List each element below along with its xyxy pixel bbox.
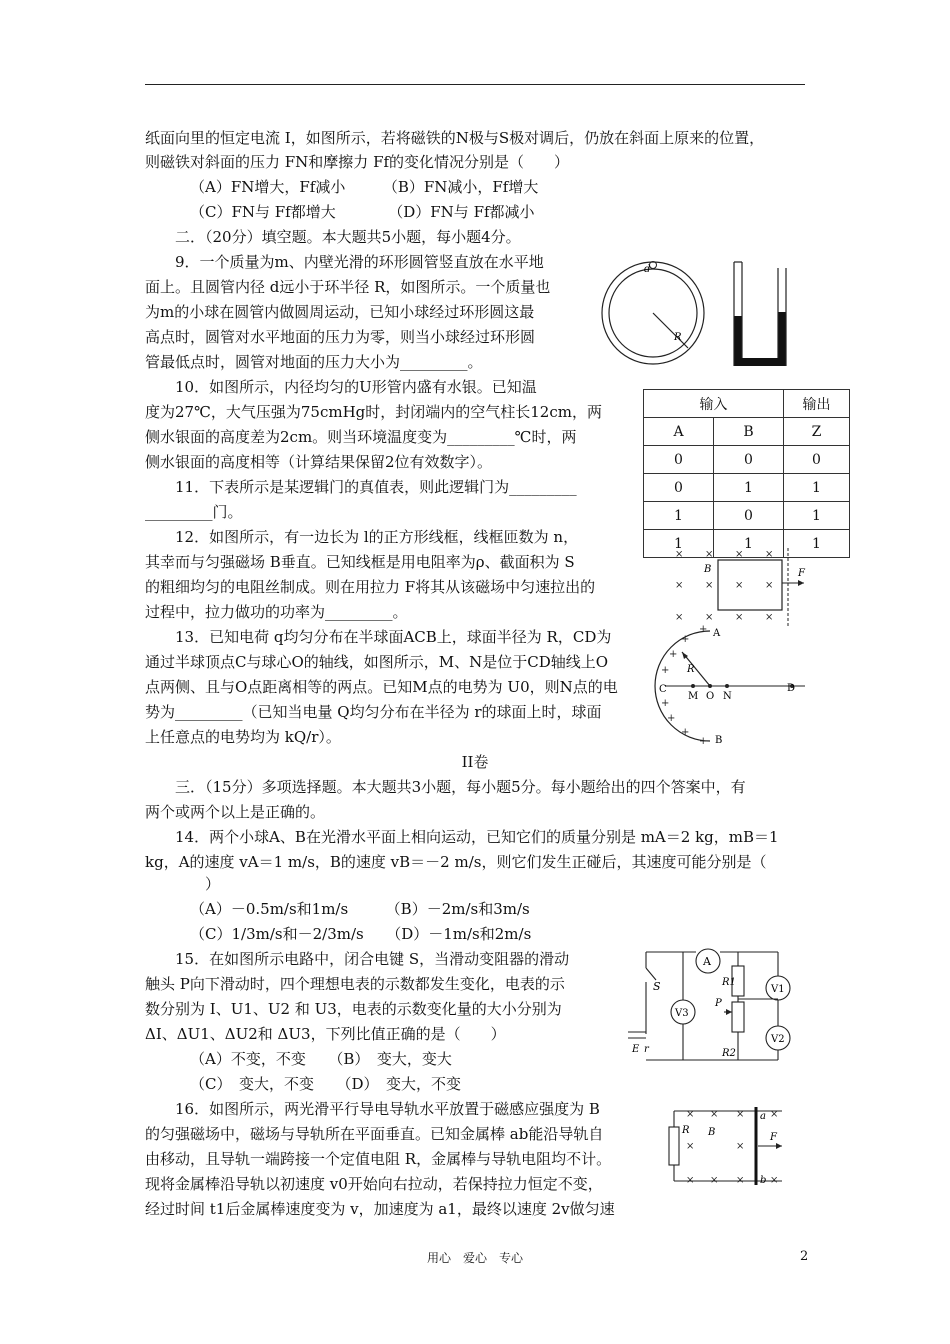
table-row [644, 474, 850, 502]
text-line: 纸面向里的恒定电流 I，如图所示，若将磁铁的N极与S极对调后，仍放在斜面上原来的位置， [145, 129, 765, 147]
circuit-label-P: P [715, 998, 722, 1009]
page-number: 2 [800, 1249, 809, 1264]
q8-options-cd: （C）FN与 Ff都增大 （D）FN与 Ff都减小 [190, 203, 535, 221]
hemi-label-O: O [706, 691, 715, 702]
svg-text:+: + [699, 736, 708, 747]
q12-text: 其幸而与匀强磁场 B垂直。已知线框是用电阻率为ρ、截面积为 S [145, 553, 575, 571]
svg-text:×: × [710, 1109, 719, 1120]
cell: 0 [714, 446, 784, 474]
text-line: 则磁铁对斜面的压力 FN和摩擦力 Ff的变化情况分别是（ ） [145, 153, 570, 171]
cell: 0 [714, 502, 784, 530]
table-row [644, 502, 850, 530]
q16-text: 经过时间 t1后金属棒速度变为 v，加速度为 a1，最终以速度 2v做匀速 [145, 1200, 615, 1218]
circuit-label-V3: V3 [675, 1008, 689, 1019]
col-B: B [714, 418, 784, 446]
col-A: A [644, 418, 714, 446]
svg-text:×: × [675, 612, 684, 623]
q10-text: 侧水银面的高度差为2cm。则当环境温度变为_________℃时，两 [145, 428, 577, 446]
q16-text: 的匀强磁场中，磁场与导轨所在平面垂直。已知金属棒 ab能沿导轨自 [145, 1125, 604, 1143]
svg-text:×: × [686, 1109, 695, 1120]
q14-text: 14．两个小球A、B在光滑水平面上相向运动，已知它们的质量分别是 mA＝2 kg，mB＝1 [175, 828, 779, 846]
circuit-label-E: E [632, 1044, 640, 1055]
svg-text:×: × [705, 612, 714, 623]
q13-text: 势为_________（已知当电量 Q均匀分布在半径为 r的球面上时，球面 [145, 703, 602, 721]
rails-label-B: B [708, 1127, 716, 1138]
q9-text: 9．一个质量为m、内壁光滑的环形圆管竖直放在水平地 [175, 253, 544, 271]
svg-text:×: × [736, 1109, 745, 1120]
svg-text:×: × [765, 612, 774, 623]
cell: 1 [714, 530, 784, 558]
cell: 1 [714, 474, 784, 502]
svg-text:×: × [770, 1175, 779, 1186]
rails-label-F: F [770, 1132, 777, 1143]
svg-text:+: + [681, 634, 690, 645]
hemi-label-N: N [723, 691, 732, 702]
svg-text:×: × [735, 549, 744, 560]
ring-label-R: R [674, 332, 682, 343]
part-2-heading: II卷 [461, 753, 489, 771]
svg-text:×: × [710, 1175, 719, 1186]
q9-text: 面上。且圆管内径 d远小于环半径 R，如图所示。一个质量也 [145, 278, 551, 296]
hemi-label-B: B [715, 735, 723, 746]
svg-text:+: + [681, 727, 690, 738]
q15-text: 15．在如图所示电路中，闭合电键 S，当滑动变阻器的滑动 [175, 950, 570, 968]
q10-text: 侧水银面的高度相等（计算结果保留2位有效数字）。 [145, 453, 493, 471]
q15-options-ab: （A）不变，不变 （B） 变大，变大 [190, 1050, 452, 1068]
rails-label-a: a [760, 1111, 766, 1122]
section-2-heading: 二．（20分）填空题。本大题共5小题，每小题4分。 [175, 228, 521, 246]
svg-text:×: × [765, 549, 774, 560]
q9-text: 高点时，圆管对水平地面的压力为零，则当小球经过环形圆 [145, 328, 536, 346]
svg-text:+: + [661, 665, 670, 676]
svg-text:×: × [705, 549, 714, 560]
q14-text: ） [205, 875, 221, 893]
circuit-label-A: A [703, 955, 711, 968]
hemi-label-D: D [787, 683, 796, 694]
cell: 1 [644, 502, 714, 530]
svg-text:+: + [661, 698, 670, 709]
ring-tube-figure [600, 260, 710, 370]
circuit-label-V2: V2 [771, 1034, 785, 1045]
hemisphere-figure [655, 625, 815, 745]
q16-text: 由移动，且导轨一端跨接一个定值电阻 R，金属棒与导轨电阻均不计。 [145, 1150, 612, 1168]
q14-text: kg，A的速度 vA＝1 m/s，B的速度 vB＝－2 m/s，则它们发生正碰后，其速度可能分别是（ [145, 853, 767, 871]
svg-text:+: + [669, 649, 678, 660]
q14-options-cd: （C）1/3m/s和－2/3m/s （D）－1m/s和2m/s [190, 925, 532, 943]
header-output: 输出 [784, 390, 850, 418]
circuit-label-r: r [644, 1044, 649, 1055]
circuit-label-R2: R2 [722, 1048, 736, 1059]
q9-text: 管最低点时，圆管对地面的压力大小为_________。 [145, 353, 483, 371]
page-footer: 用心 爱心 专心 [426, 1251, 523, 1265]
ring-label-d: d [644, 264, 651, 275]
svg-text:×: × [675, 580, 684, 591]
cell: 1 [784, 530, 850, 558]
header-rule [145, 84, 805, 85]
q15-options-cd: （C） 变大，不变 （D） 变大，不变 [190, 1075, 462, 1093]
cell: 0 [784, 446, 850, 474]
section-3-heading: 三．（15分）多项选择题。本大题共3小题，每小题5分。每小题给出的四个答案中，有 [175, 778, 746, 796]
circuit-label-S: S [653, 980, 661, 993]
hemi-label-M: M [688, 691, 699, 702]
hemi-label-A: A [713, 628, 721, 639]
coil-figure [670, 548, 820, 626]
truth-table [643, 389, 850, 558]
circuit-figure [628, 940, 806, 1070]
u-tube-figure [722, 262, 794, 372]
coil-label-F: F [798, 568, 805, 579]
circuit-label-R1: R1 [722, 977, 736, 988]
svg-text:+: + [699, 624, 708, 635]
hemi-label-C: C [659, 684, 667, 695]
q12-text: 过程中，拉力做功的功率为_________。 [145, 603, 408, 621]
section-3-heading: 两个或两个以上是正确的。 [145, 803, 326, 821]
svg-text:×: × [735, 580, 744, 591]
q12-text: 的粗细均匀的电阻丝制成。则在用拉力 F将其从该磁场中匀速拉出的 [145, 578, 596, 596]
cell: 1 [644, 530, 714, 558]
table-row [644, 446, 850, 474]
svg-text:×: × [765, 580, 774, 591]
q8-options-ab: （A）FN增大，Ff减小 （B）FN减小，Ff增大 [190, 178, 539, 196]
svg-text:×: × [735, 612, 744, 623]
q16-text: 现将金属棒沿导轨以初速度 v0开始向右拉动，若保持拉力恒定不变， [145, 1175, 603, 1193]
q13-text: 13．已知电荷 q均匀分布在半球面ACB上，球面半径为 R，CD为 [175, 628, 612, 646]
col-Z: Z [784, 418, 850, 446]
q13-text: 上任意点的电势均为 kQ/r）。 [145, 728, 341, 746]
q10-text: 10．如图所示，内径均匀的U形管内盛有水银。已知温 [175, 378, 537, 396]
svg-text:×: × [736, 1141, 745, 1152]
svg-text:+: + [667, 713, 676, 724]
rails-figure [660, 1105, 790, 1187]
svg-text:×: × [770, 1109, 779, 1120]
cell: 1 [784, 502, 850, 530]
q15-text: ΔI、ΔU1、ΔU2和 ΔU3，下列比值正确的是（ ） [145, 1025, 506, 1043]
q13-text: 点两侧、且与O点距离相等的两点。已知M点的电势为 U0，则N点的电 [145, 678, 618, 696]
q13-text: 通过半球顶点C与球心O的轴线，如图所示，M、N是位于CD轴线上O [145, 653, 609, 671]
circuit-label-V1: V1 [771, 984, 785, 995]
q14-options-ab: （A）－0.5m/s和1m/s （B）－2m/s和3m/s [190, 900, 530, 918]
q10-text: 度为27℃，大气压强为75cmHg时，封闭端内的空气柱长12cm，两 [145, 403, 602, 421]
svg-text:×: × [675, 549, 684, 560]
q15-text: 数分别为 I、U1、U2 和 U3，电表的示数变化量的大小分别为 [145, 1000, 562, 1018]
cell: 0 [644, 474, 714, 502]
svg-text:×: × [686, 1141, 695, 1152]
rails-label-b: b [760, 1175, 767, 1186]
cell: 0 [644, 446, 714, 474]
cell: 1 [784, 474, 850, 502]
rails-label-R: R [682, 1125, 690, 1136]
q15-text: 触头 P向下滑动时，四个理想电表的示数都发生变化，电表的示 [145, 975, 565, 993]
svg-text:×: × [736, 1175, 745, 1186]
q12-text: 12．如图所示，有一边长为 l的正方形线框，线框匝数为 n， [175, 528, 579, 546]
q16-text: 16．如图所示，两光滑平行导电导轨水平放置于磁感应强度为 B [175, 1100, 600, 1118]
header-input: 输入 [644, 390, 784, 418]
q11-text: 11．下表所示是某逻辑门的真值表，则此逻辑门为_________ [175, 478, 577, 496]
q11-text: _________门。 [145, 503, 243, 521]
svg-text:×: × [686, 1175, 695, 1186]
q9-text: 为m的小球在圆管内做圆周运动，已知小球经过环形圆这最 [145, 303, 535, 321]
svg-text:×: × [705, 580, 714, 591]
coil-label-B: B [704, 564, 712, 575]
hemi-label-R: R [687, 664, 695, 675]
